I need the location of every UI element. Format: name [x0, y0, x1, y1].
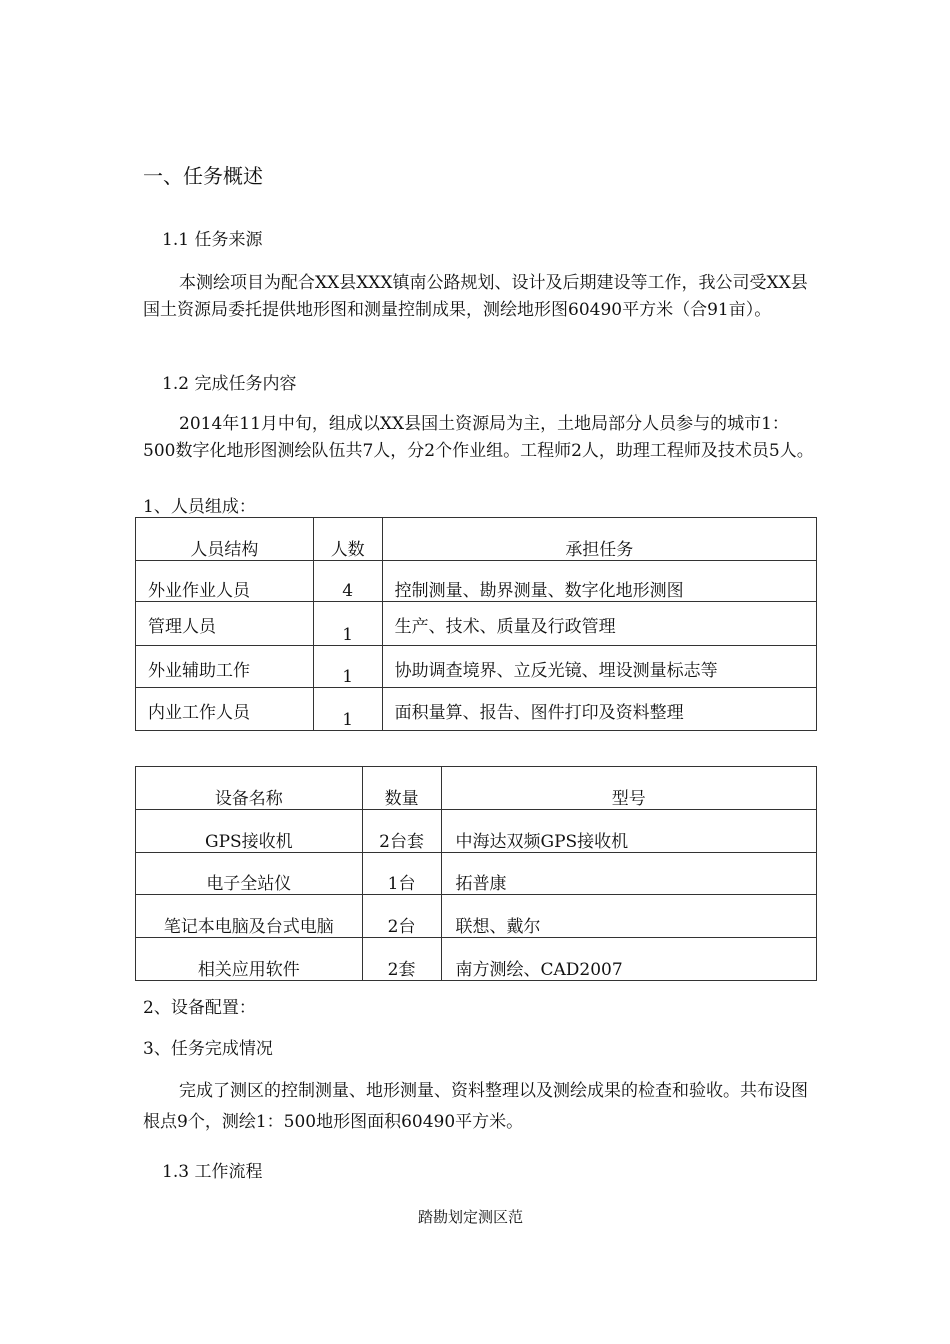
table-row [136, 938, 817, 981]
header-cell: 人数 [313, 518, 382, 561]
role-cell: 外业辅助工作 [136, 646, 314, 688]
role-cell: 外业作业人员 [136, 561, 314, 602]
duty-cell: 生产、技术、质量及行政管理 [382, 602, 816, 646]
quantity-cell: 2台套 [362, 810, 441, 853]
model-cell: 南方测绘、CAD2007 [441, 938, 816, 981]
workflow-step: 踏勘划定测区范 [418, 1208, 524, 1226]
heading-task-content: 1.2 完成任务内容 [162, 374, 297, 394]
table-row [136, 646, 817, 688]
duty-cell: 面积量算、报告、图件打印及资料整理 [382, 688, 816, 731]
table-row [136, 895, 817, 938]
device-cell: GPS接收机 [136, 810, 363, 853]
table-row [136, 853, 817, 895]
quantity-cell: 2台 [362, 895, 441, 938]
device-cell: 笔记本电脑及台式电脑 [136, 895, 363, 938]
paragraph-completion: 完成了测区的控制测量、地形测量、资料整理以及测绘成果的检查和验收。共布设图根点9个，测绘1：500地形图面积60490平方米。 [143, 1081, 808, 1132]
personnel-caption: 1、人员组成： [143, 497, 256, 517]
quantity-cell: 1台 [362, 853, 441, 895]
count-cell: 1 [313, 688, 382, 731]
table-header-row [136, 518, 817, 561]
duty-cell: 控制测量、勘界测量、数字化地形测图 [382, 561, 816, 602]
table-row [136, 561, 817, 602]
header-cell: 人员结构 [136, 518, 314, 561]
model-cell: 联想、戴尔 [441, 895, 816, 938]
table-row [136, 810, 817, 853]
header-cell: 设备名称 [136, 767, 363, 810]
header-cell: 型号 [441, 767, 816, 810]
header-cell: 承担任务 [382, 518, 816, 561]
heading-workflow: 1.3 工作流程 [162, 1162, 263, 1182]
model-cell: 中海达双频GPS接收机 [441, 810, 816, 853]
equipment-table [135, 766, 817, 981]
personnel-table [135, 517, 817, 731]
duty-cell: 协助调查境界、立反光镜、埋设测量标志等 [382, 646, 816, 688]
count-cell: 1 [313, 602, 382, 646]
count-cell: 1 [313, 646, 382, 688]
header-cell: 数量 [362, 767, 441, 810]
paragraph-task-source: 本测绘项目为配合XX县XXX镇南公路规划、设计及后期建设等工作，我公司受XX县国土资源局委托提供地形图和测量控制成果，测绘地形图60490平方米（合91亩）。 [143, 273, 808, 320]
section-title: 一、任务概述 [143, 164, 263, 188]
count-cell: 4 [313, 561, 382, 602]
device-cell: 相关应用软件 [136, 938, 363, 981]
paragraph-task-content: 2014年11月中旬，组成以XX县国土资源局为主，土地局部分人员参与的城市1：500数字化地形图测绘队伍共7人，分2个作业组。工程师2人，助理工程师及技术员5人。 [143, 414, 814, 461]
role-cell: 内业工作人员 [136, 688, 314, 731]
heading-completion: 3、任务完成情况 [143, 1039, 273, 1059]
role-cell: 管理人员 [136, 602, 314, 646]
table-row [136, 688, 817, 731]
model-cell: 拓普康 [441, 853, 816, 895]
device-cell: 电子全站仪 [136, 853, 363, 895]
table-row [136, 602, 817, 646]
heading-task-source: 1.1 任务来源 [162, 230, 263, 250]
quantity-cell: 2套 [362, 938, 441, 981]
table-header-row [136, 767, 817, 810]
equipment-caption: 2、设备配置： [143, 998, 256, 1018]
